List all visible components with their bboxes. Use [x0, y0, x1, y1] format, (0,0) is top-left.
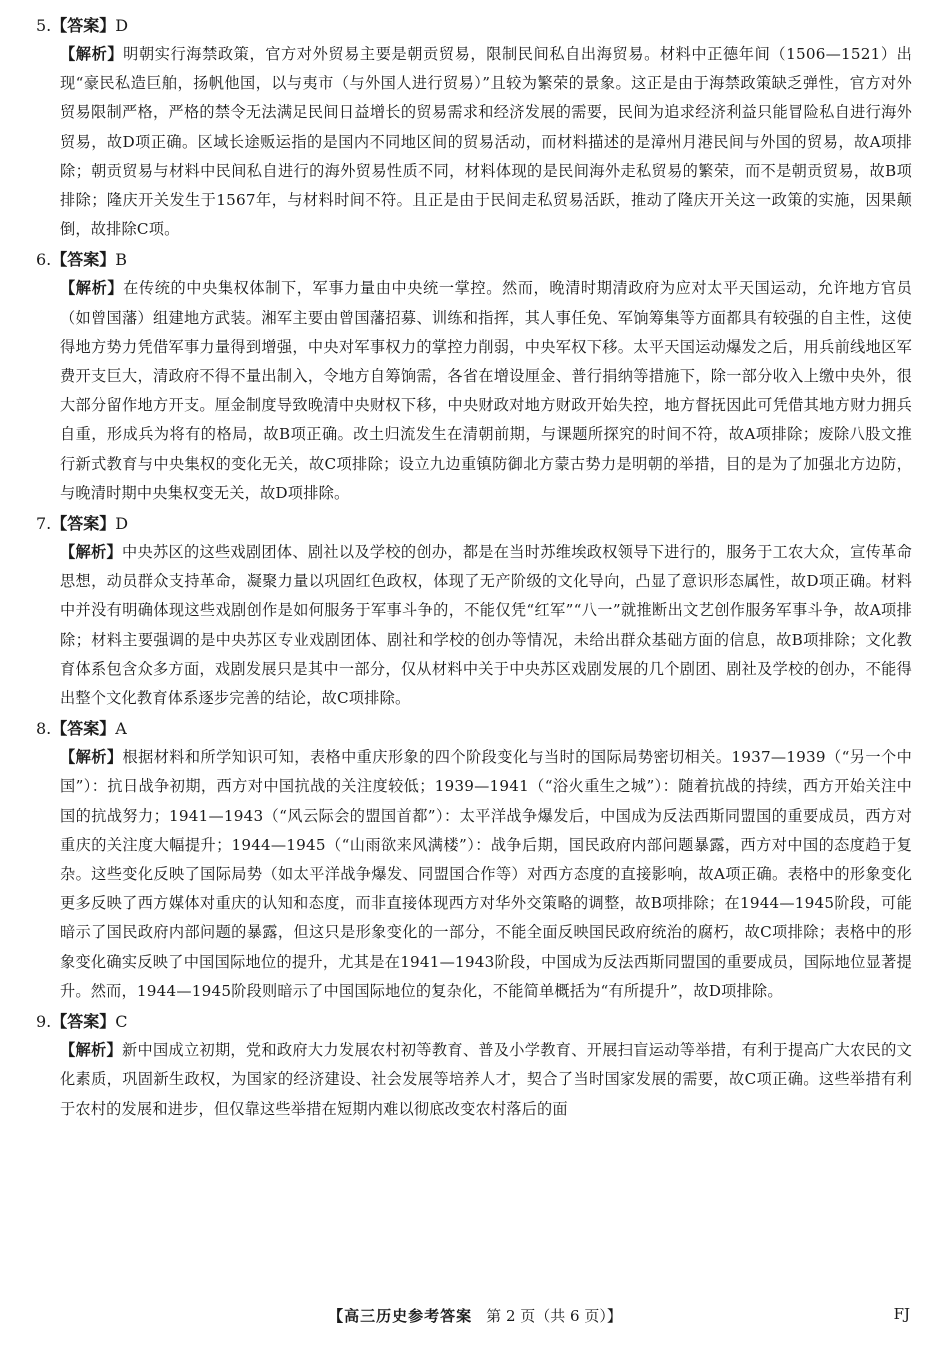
analysis-text: 在传统的中央集权体制下，军事力量由中央统一掌控。然而，晚清时期清政府为应对太平天国运动，允许地方官员（如曾国藩）组建地方武装。湘军主要由曾国藩招募、训练和指挥，其人事任免、军饷筹集等方面都具有较强的自主性，这使得地方势力凭借军事力量得到增强，中央对军事权力的掌控力削弱，中央军权下移。太平天国运动爆发之后，用兵前线地区军费开支巨大，清政府不得不量出制入，令地方自筹饷需，各省在增设厘金、普行捐纳等措施下，除一部分收入上缴中央外，很大部分留作地方开支。厘金制度导致晚清中央财权下移，中央财政对地方财政开始失控，地方督抚因此可凭借其地方财力拥兵自重，形成兵为将有的格局，故B项正确。改土归流发生在清朝前期，与课题所探究的时间不符，故A项排除；废除八股文推行新式教育与中央集权的变化无关，故C项排除；设立九边重镇防御北方蒙古势力是明朝的举措，目的是为了加强北方边防，与晚清时期中央集权变无关，故D项排除。 [60, 279, 912, 502]
question-block-9 [36, 1008, 912, 1124]
answer-letter: D [115, 16, 129, 35]
question-block-8 [36, 715, 912, 1006]
question-number: 5. [36, 16, 52, 35]
question-number: 7. [36, 514, 52, 534]
answer-line [36, 510, 912, 538]
answer-list [36, 10, 912, 1124]
answer-letter: A [115, 719, 127, 739]
analysis-tag: 【解析】 [60, 543, 122, 562]
question-number: 8. [36, 719, 52, 739]
analysis-paragraph [60, 538, 912, 713]
question-number: 9. [36, 1012, 52, 1032]
answer-tag: 【答案】 [51, 16, 116, 35]
footer-page-info: 第 2 页（共 6 页）】 [486, 1307, 622, 1325]
analysis-text: 新中国成立初期，党和政府大力发展农村初等教育、普及小学教育、开展扫盲运动等举措，有利于提高广大农民的文化素质，巩固新生政权，为国家的经济建设、社会发展等培养人才，契合了当时国家发展的需要，故C项正确。这些举措有利于农村的发展和进步，但仅靠这些举措在短期内难以彻底改变农村落后的面 [60, 1041, 912, 1118]
question-block-7 [36, 510, 912, 713]
analysis-tag: 【解析】 [60, 45, 124, 63]
answer-tag: 【答案】 [51, 719, 116, 739]
answer-tag: 【答案】 [51, 514, 116, 534]
analysis-tag: 【解析】 [60, 279, 124, 298]
question-block-5 [36, 12, 912, 244]
answer-letter: D [115, 514, 129, 534]
answer-line [36, 1008, 912, 1036]
analysis-tag: 【解析】 [60, 1041, 122, 1060]
page-footer [0, 1305, 950, 1335]
footer-title: 【高三历史参考答案 [328, 1307, 473, 1325]
answer-line [36, 12, 912, 40]
answer-letter: C [115, 1012, 128, 1032]
analysis-paragraph [60, 1036, 912, 1124]
footer-code: FJ [893, 1305, 910, 1323]
question-number: 6. [36, 250, 52, 270]
answer-tag: 【答案】 [51, 1012, 116, 1032]
analysis-text: 根据材料和所学知识可知，表格中重庆形象的四个阶段变化与当时的国际局势密切相关。1937—1939（“另一个中国”）：抗日战争初期，西方对中国抗战的关注度较低；1939—1941（“浴火重生之城”）：随着抗战的持续，西方开始关注中国的抗战努力；1941—1943（“风云际会的盟国首都”）：太平洋战争爆发后，中国成为反法西斯同盟国的重要成员，西方对重庆的关注度大幅提升；1944—1945（“山雨欲来风满楼”）：战争后期，国民政府内部问题暴露，西方对中国的态度趋于复杂。这些变化反映了国际局势（如太平洋战争爆发、同盟国合作等）对西方态度的直接影响，故A项正确。表格中的形象变化更多反映了西方媒体对重庆的认知和态度，而非直接体现西方对华外交策略的调整，故B项排除；在1944—1945阶段，可能暗示了国民政府内部问题的暴露，但这只是形象变化的一部分，不能全面反映国民政府统治的腐朽，故C项排除；表格中的形象变化确实反映了中国国际地位的提升，尤其是在1941—1943阶段，中国成为反法西斯同盟国的重要成员，国际地位显著提升。然而，1944—1945阶段则暗示了中国国际地位的复杂化，不能简单概括为“有所提升”，故D项排除。 [60, 748, 912, 1000]
answer-letter: B [115, 250, 128, 270]
analysis-paragraph [60, 274, 912, 508]
analysis-paragraph [60, 40, 912, 244]
analysis-text: 中央苏区的这些戏剧团体、剧社以及学校的创办，都是在当时苏维埃政权领导下进行的，服务于工农大众，宣传革命思想，动员群众支持革命，凝聚力量以巩固红色政权，体现了无产阶级的文化导向，凸显了意识形态属性，故D项正确。材料中并没有明确体现这些戏剧创作是如何服务于军事斗争的，不能仅凭“红军”“八一”就推断出文艺创作服务军事斗争，故A项排除；材料主要强调的是中央苏区专业戏剧团体、剧社和学校的创办等情况，未给出群众基础方面的信息，故B项排除；文化教育体系包含众多方面，戏剧发展只是其中一部分，仅从材料中关于中央苏区戏剧发展的几个剧团、剧社及学校的创办，不能得出整个文化教育体系逐步完善的结论，故C项排除。 [60, 543, 912, 708]
answer-tag: 【答案】 [51, 250, 116, 270]
analysis-text: 明朝实行海禁政策，官方对外贸易主要是朝贡贸易，限制民间私自出海贸易。材料中正德年间（1506—1521）出现“豪民私造巨舶，扬帆他国，以与夷市（与外国人进行贸易）”且较为繁荣的景象。这正是由于海禁政策缺乏弹性，官方对外贸易限制严格，严格的禁令无法满足民间日益增长的贸易需求和经济发展的需要，民间为追求经济利益只能冒险私自进行海外贸易，故D项正确。区域长途贩运指的是国内不同地区间的贸易活动，而材料描述的是漳州月港民间与外国的贸易，故A项排除；朝贡贸易与材料中民间私自进行的海外贸易性质不同，材料体现的是民间海外走私贸易的繁荣，而不是朝贡贸易，故B项排除；隆庆开关发生于1567年，与材料时间不符。且正是由于民间走私贸易活跃，推动了隆庆开关这一政策的实施，因果颠倒，故排除C项。 [60, 45, 912, 239]
answer-line [36, 246, 912, 274]
analysis-tag: 【解析】 [60, 748, 123, 767]
answer-line [36, 715, 912, 743]
analysis-paragraph [60, 743, 912, 1006]
question-block-6 [36, 246, 912, 508]
